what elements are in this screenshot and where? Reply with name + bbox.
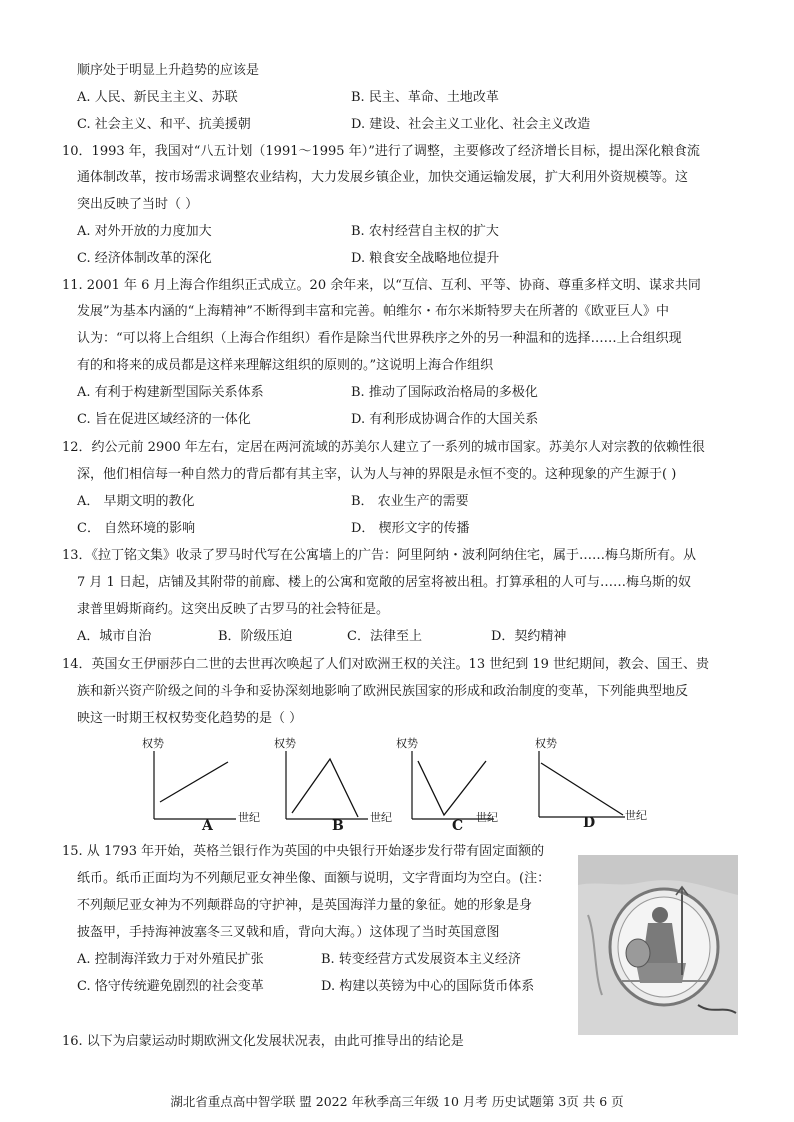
page-footer: 湖北省重点高中智学联 盟 2022 年秋季高三年级 10 月考 历史试题第 3页 共 6 页 bbox=[170, 1094, 624, 1109]
q9-option-c: C. 社会主义、和平、抗美援朝 bbox=[77, 117, 251, 132]
q13-option-c: C．法律至上 bbox=[347, 629, 422, 644]
q16-line: 16. 以下为启蒙运动时期欧洲文化发展状况表，由此可推导出的结论是 bbox=[62, 1034, 464, 1049]
britannia-banknote-image bbox=[578, 855, 738, 1035]
q15-option-d: D. 构建以英镑为中心的国际货币体系 bbox=[321, 979, 535, 994]
graph-a-x-label: 世纪 bbox=[238, 811, 260, 824]
q9-option-d: D. 建设、社会主义工业化、社会主义改造 bbox=[351, 117, 591, 132]
q11-option-b: B. 推动了国际政治格局的多极化 bbox=[351, 385, 538, 400]
q15-line-4: 披盔甲，手持海神波塞冬三叉戟和盾，背向大海。）这体现了当时英国意图 bbox=[77, 925, 500, 940]
graph-c-y-label: 权势 bbox=[396, 737, 418, 750]
graph-c-trend-line bbox=[418, 761, 486, 815]
q12-option-b: B． 农业生产的需要 bbox=[351, 494, 469, 509]
graph-d-x-label: 世纪 bbox=[625, 809, 647, 822]
q11-line-2: 发展”为基本内涵的“上海精神”不断得到丰富和完善。帕维尔・布尔米斯特罗夫在所著的《欧亚巨人》中 bbox=[77, 304, 669, 319]
graph-b-x-label: 世纪 bbox=[370, 811, 392, 824]
q12-option-a: A． 早期文明的教化 bbox=[77, 494, 195, 509]
q15-option-c: C. 恪守传统避免剧烈的社会变革 bbox=[77, 979, 264, 994]
q10-option-b: B. 农村经营自主权的扩大 bbox=[351, 224, 499, 239]
britannia-illustration bbox=[578, 855, 738, 1035]
q11-option-a: A. 有利于构建新型国际关系体系 bbox=[77, 385, 264, 400]
graph-d-letter: D bbox=[583, 815, 596, 831]
graph-a-trend-line bbox=[160, 762, 228, 802]
q11-line-1: 11. 2001 年 6 月上海合作组织正式成立。20 余年来，以“互信、互利、平等、协商、尊重多样文明、谋求共同 bbox=[62, 278, 701, 293]
q13-line-3: 隶普里姆斯商约。这突出反映了古罗马的社会特征是。 bbox=[77, 602, 390, 617]
q15-line-1: 15. 从 1793 年开始，英格兰银行作为英国的中央银行开始逐步发行带有固定面额的 bbox=[62, 844, 545, 859]
q15-line-3: 不列颠尼亚女神为不列颠群岛的守护神，是英国海洋力量的象征。她的形象是身 bbox=[77, 898, 533, 913]
q13-line-1: 13．《拉丁铭文集》收录了罗马时代写在公寓墙上的广告：阿里阿纳・波利阿纳住宅，属于……梅乌斯所有。从 bbox=[62, 548, 697, 563]
graph-b-trend-line bbox=[292, 759, 358, 817]
q13-option-b: B．阶级压迫 bbox=[218, 629, 293, 644]
q10-option-a: A. 对外开放的力度加大 bbox=[77, 224, 212, 239]
q14-line-2: 族和新兴资产阶级之间的斗争和妥协深刻地影响了欧洲民族国家的形成和政治制度的变革，下列能典型地反 bbox=[77, 684, 689, 699]
q15-option-a: A. 控制海洋致力于对外殖民扩张 bbox=[77, 952, 264, 967]
q11-option-d: D. 有利形成协调合作的大国关系 bbox=[351, 412, 539, 427]
q10-option-c: C. 经济体制改革的深化 bbox=[77, 251, 212, 266]
graph-d-y-label: 权势 bbox=[535, 737, 557, 750]
q13-option-d: D．契约精神 bbox=[491, 629, 567, 644]
graph-b-letter: B bbox=[332, 818, 344, 834]
q13-line-2: 7 月 1 日起，店铺及其附带的前廊、楼上的公寓和宽敞的居室将被出租。打算承租的人可与……梅乌斯的奴 bbox=[77, 575, 691, 590]
q9-option-a: A. 人民、新民主主义、苏联 bbox=[77, 90, 238, 105]
graph-a-y-label: 权势 bbox=[142, 737, 164, 750]
graph-d-trend-line bbox=[541, 763, 623, 815]
q12-line-1: 12．约公元前 2900 年左右，定居在两河流域的苏美尔人建立了一系列的城市国家。苏美尔人对宗教的依赖性很 bbox=[62, 440, 705, 455]
graph-c-letter: C bbox=[452, 818, 464, 834]
q14-line-1: 14．英国女王伊丽莎白二世的去世再次唤起了人们对欧洲王权的关注。13 世纪到 19 世纪期间，教会、国王、贵 bbox=[62, 657, 710, 672]
q10-line-2: 通体制改革，按市场需求调整农业结构，大力发展乡镇企业，加快交通运输发展，扩大利用外资规模等。这 bbox=[77, 170, 689, 185]
q10-line-1: 10．1993 年，我国对“八五计划（1991～1995 年）”进行了调整，主要修改了经济增长目标，提出深化粮食流 bbox=[62, 144, 700, 159]
q14-line-3: 映这一时期王权权势变化趋势的是（ ） bbox=[77, 711, 303, 726]
q12-option-d: D． 楔形文字的传播 bbox=[351, 521, 470, 536]
graph-b-y-label: 权势 bbox=[274, 737, 296, 750]
q10-option-d: D. 粮食安全战略地位提升 bbox=[351, 251, 500, 266]
q15-line-2: 纸币。纸币正面均为不列颠尼亚女神坐像、面额与说明，文字背面均为空白。(注： bbox=[77, 871, 551, 886]
q9-option-b: B. 民主、革命、土地改革 bbox=[351, 90, 499, 105]
q13-option-a: A．城市自治 bbox=[77, 629, 152, 644]
q11-option-c: C. 旨在促进区域经济的一体化 bbox=[77, 412, 251, 427]
graph-c-x-label: 世纪 bbox=[476, 811, 498, 824]
q10-line-3: 突出反映了当时（ ） bbox=[77, 197, 199, 212]
q12-option-c: C． 自然环境的影响 bbox=[77, 521, 196, 536]
graph-a-letter: A bbox=[202, 818, 213, 834]
q11-line-4: 有的和将来的成员都是这样来理解这组织的原则的。”这说明上海合作组织 bbox=[77, 358, 494, 373]
q12-line-2: 深，他们相信每一种自然力的背后都有其主宰，认为人与神的界限是永恒不变的。这种现象的产生源于( ) bbox=[77, 467, 677, 482]
q15-option-b: B. 转变经营方式发展资本主义经济 bbox=[321, 952, 521, 967]
q9-stem-tail: 顺序处于明显上升趋势的应该是 bbox=[77, 63, 260, 78]
q11-line-3: 认为：“可以将上合组织（上海合作组织）看作是除当代世界秩序之外的另一种温和的选择……上合组织现 bbox=[77, 331, 682, 346]
